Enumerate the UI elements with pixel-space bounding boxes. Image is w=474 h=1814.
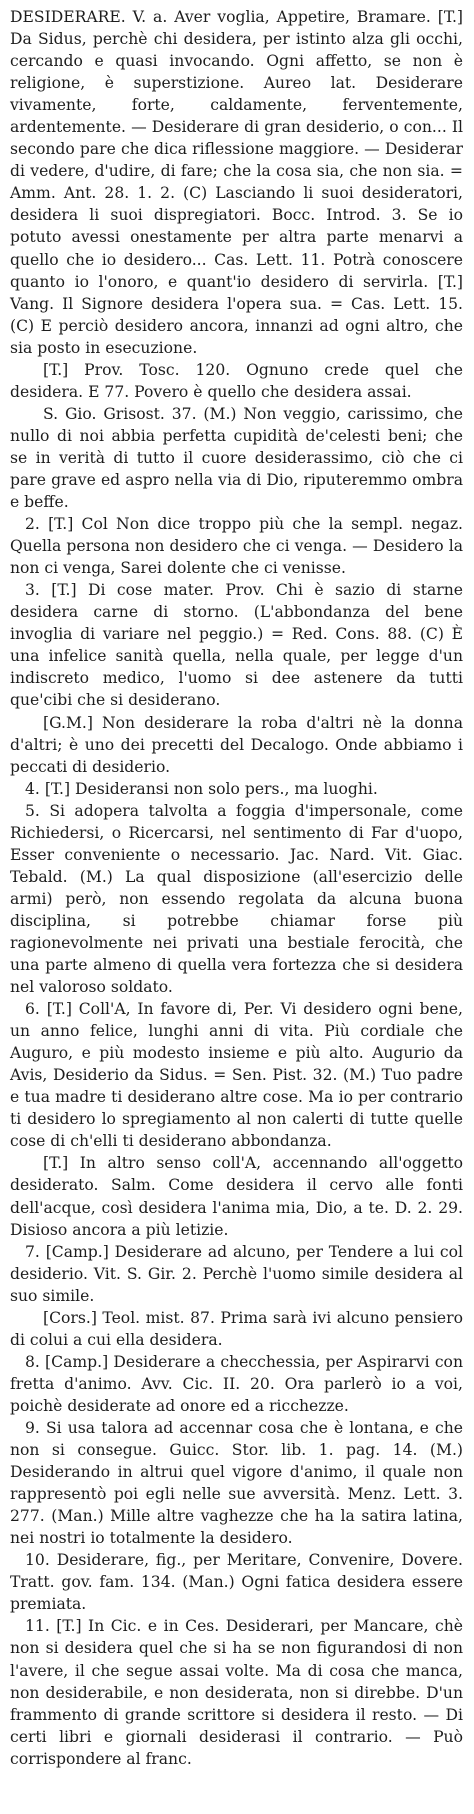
sense-6: 6. [T.] Coll'A, In favore di, Per. Vi desidero ogni bene, un anno felice, lunghi anni di vita. Più cordiale che Auguro, e più modesto insieme e più alto. Augurio da Avis, Desiderio da Sidus. = Sen. Pist. 32. (M.) Tuo padre e tua madre ti desiderano altre cose. Ma io per contrario ti desidero lo spregiamento al non calerti di tutte quelle cose di ch'elli ti desiderano abbondanza.	[10, 1000, 463, 1151]
entry-citation: S. Gio. Grisost. 37. (M.) Non veggio, carissimo, che nullo di noi abbia perfetta cupidità de'celesti beni; che se in verità di tutto il cuore desiderassimo, ciò che ci pare grave ed aspro nella via di Dio, riputeremmo ombra e beffe.	[10, 404, 463, 512]
sense-2: 2. [T.] Col Non dice troppo più che la sempl. negaz. Quella persona non desidero che ci venga. — Desidero la non ci venga, Sarei dolente che ci venisse.	[10, 515, 463, 578]
sense-7-note: [Cors.] Teol. mist. 87. Prima sarà ivi alcuno pensiero di colui a cui ella desidera.	[10, 1308, 463, 1349]
sense-10: 10. Desiderare, fig., per Meritare, Convenire, Dovere. Tratt. gov. fam. 134. (Man.) Ogni fatica desidera essere premiata.	[10, 1551, 463, 1614]
sense-6-note: [T.] In altro senso coll'A, accennando all'oggetto desiderato. Salm. Come desidera il cervo alle fonti dell'acque, così desidera l'anima mia, Dio, a te. D. 2. 29. Disioso ancora a più letizie.	[10, 1154, 463, 1239]
sense-7: 7. [Camp.] Desiderare ad alcuno, per Tendere a lui col desiderio. Vit. S. Gir. 2. Perchè l'uomo simile desidera al suo simile.	[10, 1242, 463, 1305]
sense-3: 3. [T.] Di cose mater. Prov. Chi è sazio di starne desidera carne di storno. (L'abbondanza del bene invoglia di variare nel peggio.) = Red. Cons. 88. (C) È una infelice sanità quella, nella quale, per legge d'un indiscreto medico, l'uomo si dee astenere da tutti que'cibi che si desiderano.	[10, 581, 463, 710]
entry-proverb-citation: [T.] Prov. Tosc. 120. Ognuno crede quel che desidera. E 77. Povero è quello che desidera assai.	[10, 360, 463, 401]
sense-3-note: [G.M.] Non desiderare la roba d'altri nè la donna d'altri; è uno dei precetti del Decalogo. Onde abbiamo i peccati di desiderio.	[10, 713, 463, 776]
sense-11: 11. [T.] In Cic. e in Ces. Desiderari, per Mancare, chè non si desidera quel che si ha se non figurandosi di non l'avere, il che segue assai volte. Ma di cosa che manca, non desiderabile, e non desiderata, non si direbbe. D'un frammento di grande scrittore si desidera il resto. — Di certi libri e giornali desiderasi il contrario. — Può corrispondere al franc.	[10, 1617, 463, 1768]
sense-4: 4. [T.] Desideransi non solo pers., ma luoghi.	[25, 779, 378, 798]
sense-9: 9. Si usa talora ad accennar cosa che è lontana, e che non si consegue. Guicc. Stor. lib. 1. pag. 14. (M.) Desiderando in altrui quel vigore d'animo, il quale non rappresentò poi egli nelle sue avversità. Menz. Lett. 3. 277. (Man.) Mille altre vaghezze che ha la satira latina, nei nostri io totalmente la desidero.	[10, 1419, 463, 1548]
entry-definition: DESIDERARE. V. a. Aver voglia, Appetire, Bramare. [T.] Da Sidus, perchè chi desidera, per istinto alza gli occhi, cercando e quasi invocando. Ogni affetto, se non è religione, è superstizione. Aureo lat. Desiderare vivamente, forte, caldamente, ferventemente, ardentemente. — Desiderare di gran desiderio, o con... Il secondo pare che dica riflessione maggiore. — Desiderar di vedere, d'udire, di fare; che la cosa sia, che non sia. = Amm. Ant. 28. 1. 2. (C) Lasciando li suoi desideratori, desidera li suoi dispregiatori. Bocc. Introd. 3. Se io potuto avessi onestamente per altra parte menarvi a quello che io desidero... Cas. Lett. 11. Potrà conoscere quanto io l'onoro, e quant'io desidero di servirla. [T.] Vang. Il Signore desidera l'opera sua. = Cas. Lett. 15. (C) E perciò desidero ancora, innanzi ad ogni altro, che sia posto in esecuzione.	[10, 8, 463, 357]
sense-5: 5. Si adopera talvolta a foggia d'impersonale, come Richiedersi, o Ricercarsi, nel sentimento di Far d'uopo, Esser conveniente o necessario. Jac. Nard. Vit. Giac. Tebald. (M.) La qual disposizione (all'esercizio delle armi) però, non essendo regolata da alcuna buona disciplina, si potrebbe chiamar forse più ragionevolmente nei privati una bestiale ferocità, che una parte almeno di quella vera fortezza che si desidera nel valoroso soldato.	[10, 801, 463, 997]
sense-8: 8. [Camp.] Desiderare a checchessia, per Aspirarvi con fretta d'animo. Avv. Cic. II. 20. Ora parlerò io a voi, poichè desiderate ad onore ed a ricchezze.	[10, 1352, 463, 1415]
